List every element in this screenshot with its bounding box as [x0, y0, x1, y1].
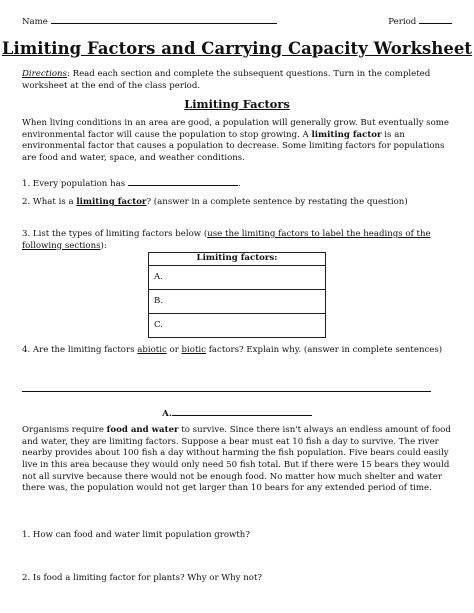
q3-post: ): — [100, 240, 107, 251]
header-row — [22, 14, 452, 28]
question-a1: 1. How can food and water limit population growth? — [22, 530, 250, 540]
period-field — [388, 14, 452, 29]
question-2 — [22, 197, 452, 209]
table-row-b[interactable]: B. — [149, 290, 326, 314]
intro-part1: When living conditions in an area are good, a population will generally grow. But eventually some environmental factor will cause the population to stop growing. A — [22, 118, 449, 140]
food-post: to survive. Since there isn't always an endless amount of food and water, they are limiting factors. Suppose a bear must eat 10 fish a day to survive. The river nearby provides about 100 fish a day without harming the fish population. Five bears could easily live in this area because they would only need 50 fish total. But if there were 15 bears they would not all survive because there would not be enough food. No matter how much shelter and water there was, the population would not get larger than 10 bears for any extended period of time. — [22, 425, 451, 494]
section-a-label: A. — [162, 409, 172, 419]
table-row-a[interactable]: A. — [149, 266, 326, 290]
table-row-c[interactable]: C. — [149, 314, 326, 338]
q4-abiotic: abiotic — [137, 345, 167, 355]
question-4 — [22, 345, 452, 357]
q1-blank[interactable] — [128, 176, 238, 186]
table-heading: Limiting factors: — [149, 253, 326, 266]
q4-pre: 4. Are the limiting factors — [22, 345, 138, 355]
intro-term: limiting factor — [311, 129, 382, 140]
q1-text: 1. Every population has — [22, 179, 126, 189]
directions-label: Directions — [22, 69, 67, 79]
intro-paragraph — [22, 118, 452, 165]
q2-post: ? (answer in a complete sentence by restating the question) — [146, 197, 408, 207]
food-paragraph — [22, 425, 452, 495]
food-pre: Organisms require — [22, 425, 107, 435]
q1-end: . — [237, 179, 241, 189]
directions-text: : Read each section and complete the subsequent questions. Turn in the completed worksheet at the end of the class period. — [22, 69, 431, 91]
worksheet-title: Limiting Factors and Carrying Capacity Worksheet — [1, 39, 473, 58]
q3-pre: 3. List the types of limiting factors below ( — [22, 229, 208, 239]
q2-pre: 2. What is a — [22, 197, 77, 207]
question-a2: 2. Is food a limiting factor for plants? Why or Why not? — [22, 573, 263, 583]
period-label: Period — [388, 17, 417, 27]
name-blank[interactable] — [51, 14, 277, 24]
q4-post: factors? Explain why. (answer in complete sentences) — [206, 345, 443, 355]
section-a-heading — [0, 406, 474, 421]
q2-term: limiting factor — [76, 197, 147, 207]
name-label: Name — [22, 17, 48, 27]
section-a-blank[interactable] — [172, 406, 312, 416]
q3-underlined: use the limiting factors to label the headings of the following sections — [22, 229, 431, 251]
directions — [22, 69, 452, 92]
period-blank[interactable] — [419, 14, 452, 24]
intro-part2: is an environmental factor that causes a population to decrease. Some limiting factors for populations are food and water, space, and weather conditions. — [22, 129, 445, 164]
name-field — [22, 14, 277, 29]
limiting-factors-table — [148, 252, 326, 338]
q4-or: or — [166, 345, 182, 355]
section-heading: Limiting Factors — [184, 97, 290, 111]
q4-biotic: biotic — [181, 345, 206, 355]
question-1 — [22, 176, 452, 191]
food-bold: food and water — [106, 425, 179, 435]
section-divider — [22, 391, 431, 392]
question-3 — [22, 229, 452, 252]
